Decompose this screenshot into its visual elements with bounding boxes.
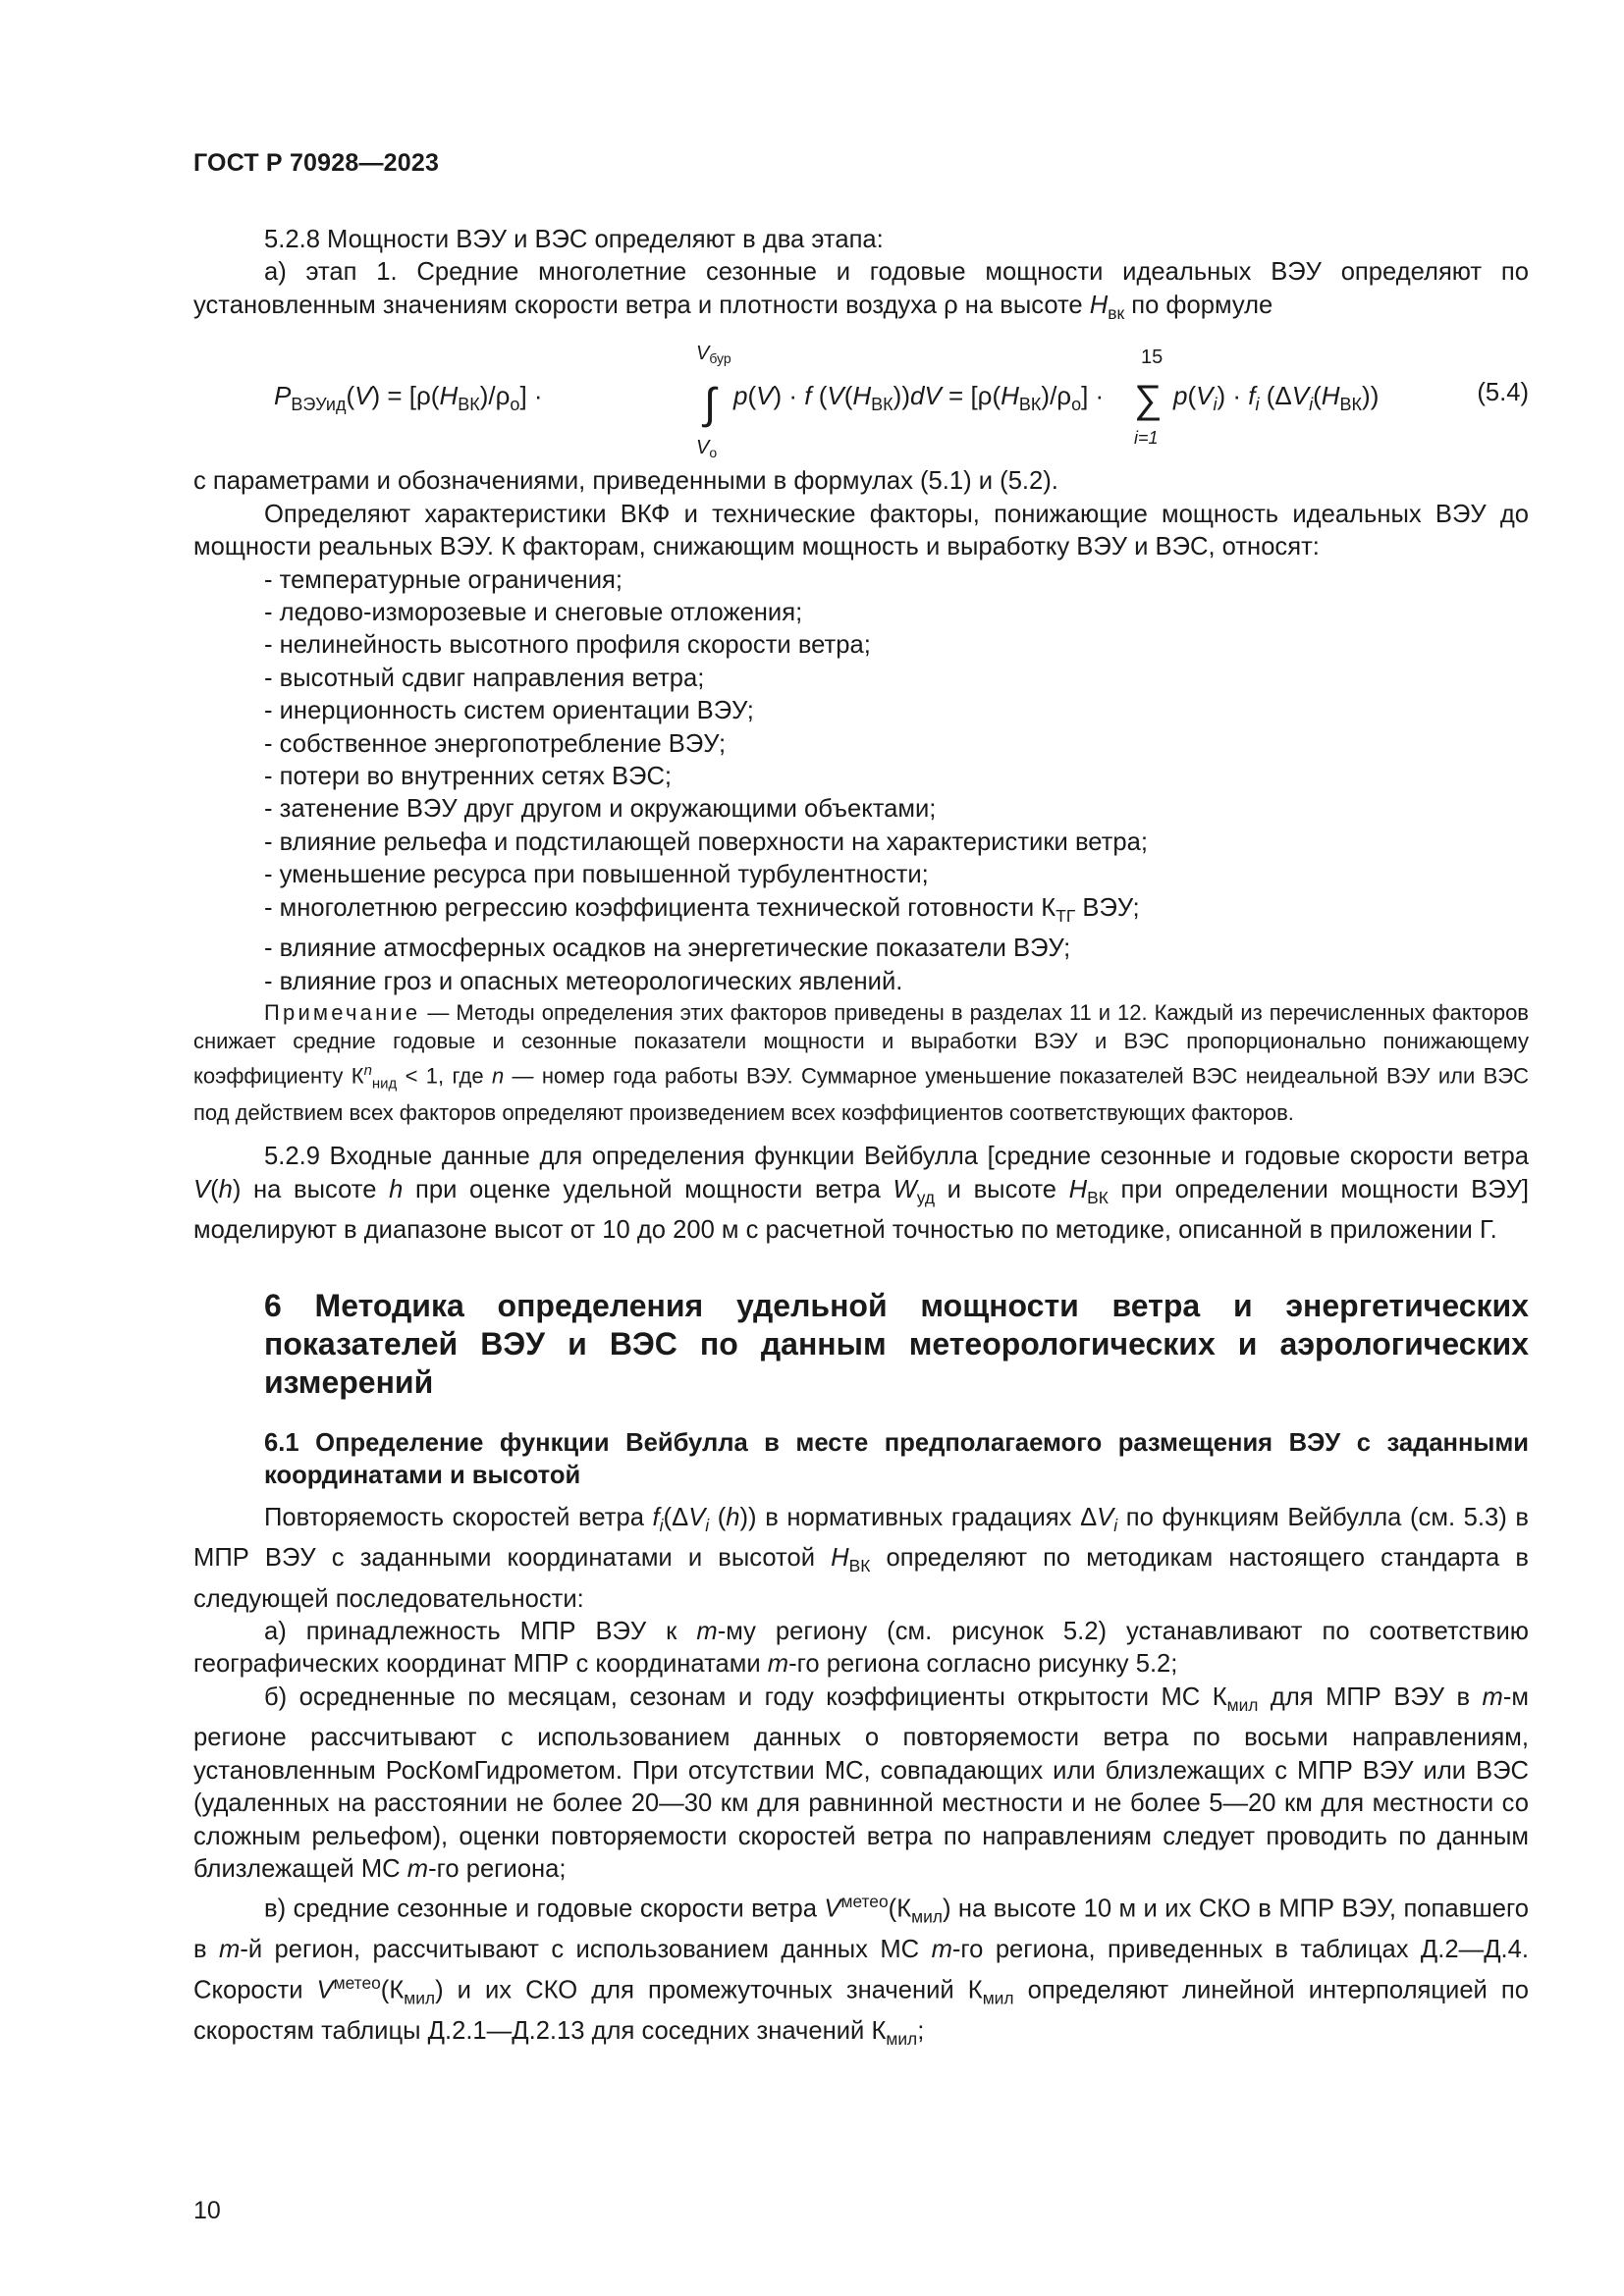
list-item: - влияние атмосферных осадков на энергетические показатели ВЭУ;: [264, 934, 1071, 963]
list-item: - уменьшение ресурса при повышенной турбулентности;: [264, 861, 929, 889]
paragraph-5-2-9: 5.2.9 Входные данные для определения функции Вейбулла [средние сезонные и годовые скорости ветра V(h) на высоте h при оценке удельной мощности ветра $W_{уд}$ и высоте $H_{ВК}$ при определении мощности ВЭУ] моделируют в диапазоне высот от 10 до 200 м с расчетной точностью по методике, описанной в приложении Г.: [193, 1143, 1530, 1245]
formula-lower-limit: V: [696, 437, 710, 459]
paragraph-item-a: а) принадлежность МПР ВЭУ к m-му региону (см. рисунок 5.2) устанавливают по соответствию географических координат МПР с координатами m-го региона согласно рисунку 5.2;: [193, 1618, 1529, 1679]
document-header: ГОСТ Р 70928—2023: [193, 149, 440, 177]
section-6-1-title: 6.1 Определение функции Вейбулла в месте предполагаемого размещения ВЭУ с заданными координатами и высотой: [264, 1428, 1529, 1489]
svg-text:∫: ∫: [704, 380, 717, 429]
section-6-title: 6 Методика определения удельной мощности ветра и энергетических показателей ВЭУ и ВЭС по данным метеорологических и аэрологических измерений: [264, 1287, 1529, 1400]
svg-text:Vбур: [696, 343, 731, 366]
list-item: - затенение ВЭУ друг другом и окружающими объектами;: [264, 795, 937, 824]
formula-upper-limit-sub: бур: [709, 350, 731, 367]
list-item: - потери во внутренних сетях ВЭС;: [264, 762, 673, 790]
paragraph-factors-intro: Определяют характеристики ВКФ и технические факторы, понижающие мощность идеальных ВЭУ до мощности реальных ВЭУ. К факторам, снижающим мощность и выработку ВЭУ и ВЭС, относят:: [193, 500, 1529, 561]
formula-sum-upper: 15: [1141, 347, 1164, 369]
svg-text:p(V) · f (V(HВК))dV = [ρ(HВК)/: p(V) · f $(V(H_{ВК}))dV = [\rho(H_{ВК})/\rho_о]$ ·: [733, 381, 1105, 415]
formula-lhs-sub: ВЭУид: [291, 395, 347, 415]
svg-text:p(Vi) · fi (ΔVi(HВК)): $p(V_i) \cdot f_i$ $(\Delta V_i(H_{ВК}))$: [1173, 381, 1380, 415]
formula-lhs: P: [274, 381, 292, 411]
list-item: - инерционность систем ориентации ВЭУ;: [264, 697, 754, 725]
document-body: [193, 224, 1529, 2056]
formula-upper-limit: V: [696, 343, 710, 365]
list-item: - влияние гроз и опасных метеорологических явлений.: [264, 967, 903, 995]
page-number: 10: [193, 2197, 221, 2224]
list-item: - высотный сдвиг направления ветра;: [264, 664, 705, 692]
paragraph-item-v: в) средние сезонные и годовые скорости ветра $V^{метео}(К_{мил})$ на высоте 10 м и их СКО в МПР ВЭУ, попавшего в m-й регион, рассчитывают с использованием данных МС m-го региона, приведенных в таблицах Д.2—Д.4. Скорости $V^{метео}(К_{мил})$ и их СКО для промежуточных значений $К_{мил}$ определяют линейной интерполяцией по скоростям таблицы Д.2.1—Д.2.13 для соседних значений $К_{мил}$;: [193, 1892, 1529, 2050]
factors-list: [193, 564, 1529, 998]
note: Примечание — Методы определения этих факторов приведены в разделах 11 и 12. Каждый из перечисленных факторов снижает средние годовые и сезонные показатели мощности и выработки ВЭУ и ВЭС пропорционально понижающему коэффициенту $К^n_{нид} < 1$, где n — номер года работы ВЭУ. Суммарное уменьшение показателей ВЭС неидеальной ВЭУ или ВЭС под действием всех факторов определяют произведением всех коэффициентов соответствующих факторов.: [193, 999, 1529, 1125]
list-item: - ледово-изморозевые и снеговые отложения;: [264, 598, 803, 626]
list-item: - многолетнюю регрессию коэффициента технической готовности $К_{ТГ}$ ВЭУ;: [264, 893, 1140, 926]
paragraph-stage-1: а) этап 1. Средние многолетние сезонные и годовые мощности идеальных ВЭУ определяют по установленным значениям скорости ветра и плотности воздуха ρ на высоте $H_{вк}$ по формуле: [193, 258, 1529, 323]
svg-text:∑: ∑: [1134, 378, 1163, 422]
paragraph-item-b: б) осредненные по месяцам, сезонам и году коэффициенты открытости МС $К_{мил}$ для МПР ВЭУ в m-м регионе рассчитывают с использованием данных о повторяемости ветра по восьми направлениям, установленным РосКомГидрометом. При отсутствии МС, совпадающих или близлежащих с МПР ВЭУ или ВЭС (удаленных на расстоянии не более 20—30 км для равнинной местности и не более 5—20 км для местности со сложным рельефом), оценки повторяемости скоростей ветра по направлениям следует проводить по данным близлежащей МС m-го региона;: [193, 1682, 1529, 1883]
formula-number: (5.4): [1477, 379, 1529, 407]
formula-5-4-expression: [193, 334, 1470, 459]
list-item: - температурные ограничения;: [264, 565, 623, 594]
paragraph-repeatability: Повторяемость скоростей ветра $f_i(\Delta V_i$ (h)) в нормативных градациях $\Delta V_i$ по функциям Вейбулла (см. 5.3) в МПР ВЭУ с заданными координатами и высотой $H_{ВК}$ определяют по методикам настоящего стандарта в следующей последовательности:: [193, 1503, 1530, 1613]
list-item: - собственное энергопотребление ВЭУ;: [264, 729, 727, 758]
paragraph-params: с параметрами и обозначениями, приведенными в формулах (5.1) и (5.2).: [193, 467, 1058, 496]
list-item: - нелинейность высотного профиля скорости ветра;: [264, 631, 871, 660]
formula-sum-lower: i=1: [1134, 428, 1159, 449]
formula-lower-limit-sub: o: [709, 445, 718, 460]
paragraph-5-2-8: 5.2.8 Мощности ВЭУ и ВЭС определяют в два этапа:: [264, 226, 884, 253]
list-item: - влияние рельефа и подстилающей поверхности на характеристики ветра;: [264, 828, 1148, 856]
note-label: Примечание: [264, 999, 421, 1025]
formula-5-4: [193, 334, 1529, 459]
svg-text:PВЭУид(V) = [ρ(HВК)/ρо] ·: $P_{ВЭУид}(V) = [\rho(H_{ВК})/\rho_о]$ ·: [274, 381, 543, 415]
svg-text:Vo: [696, 437, 717, 459]
